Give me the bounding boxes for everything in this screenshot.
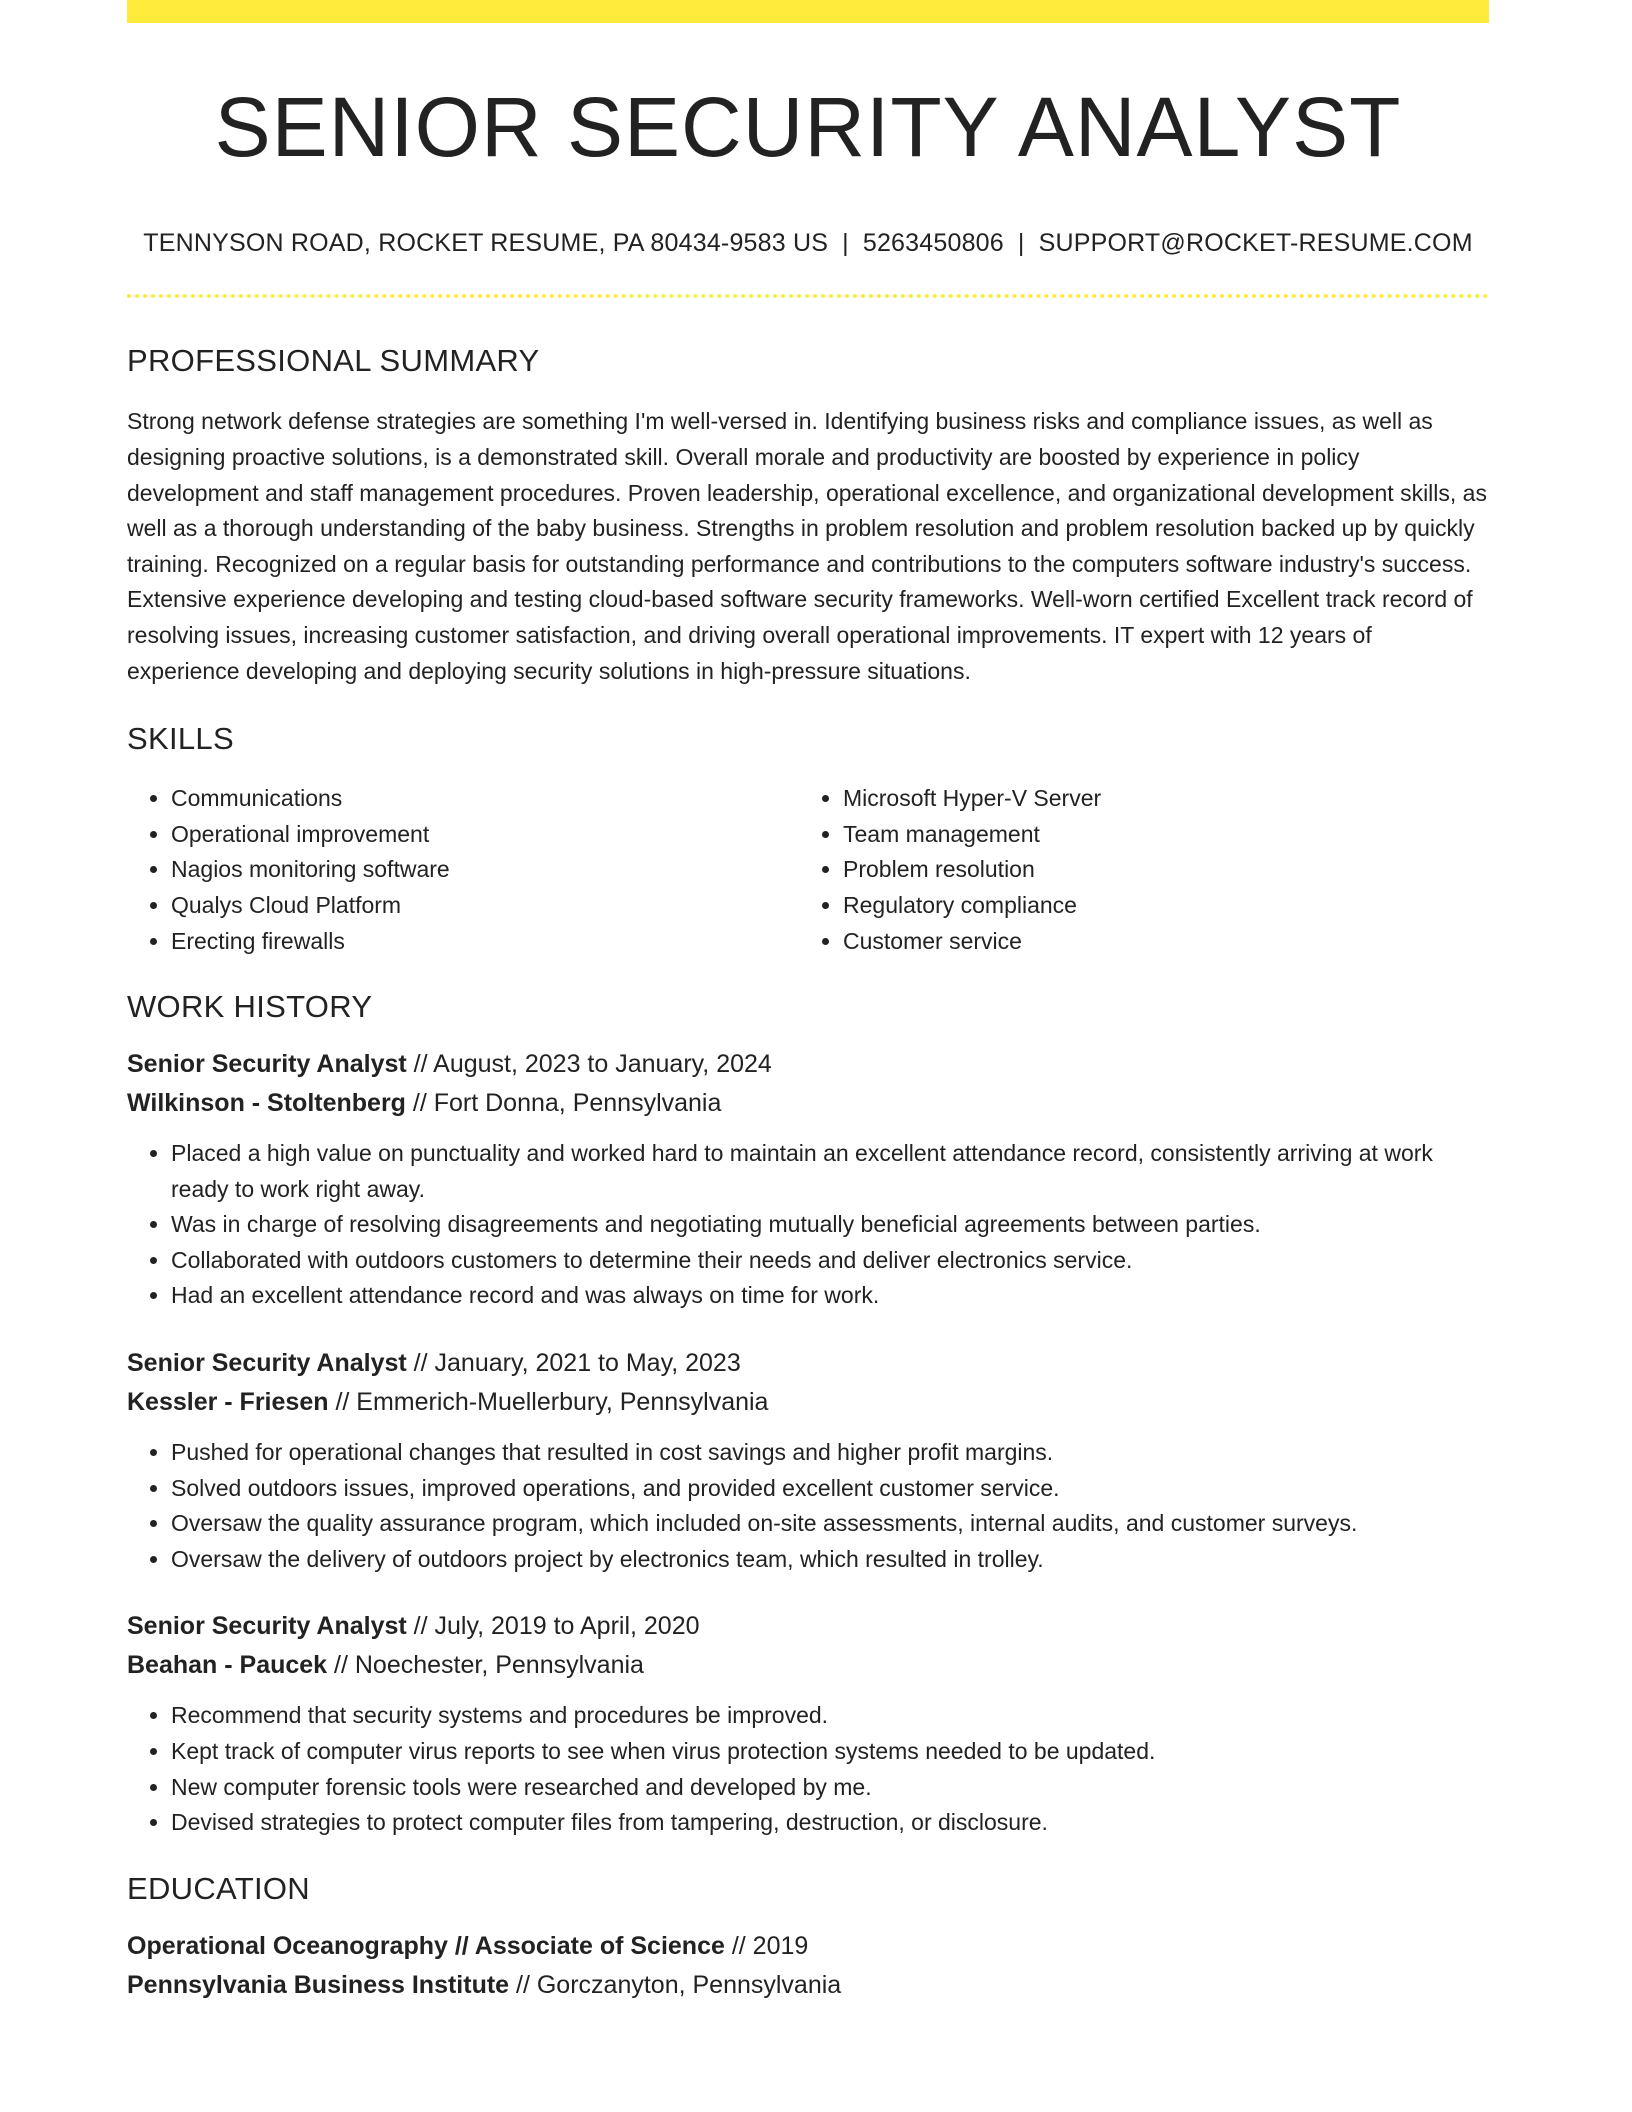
job-dates: // January, 2021 to May, 2023 [406, 1349, 741, 1378]
job-bullet: • Kept track of computer virus reports to see when virus protection systems needed to be updated. [171, 1734, 1489, 1770]
job-role-line [127, 1045, 1489, 1084]
summary-heading: PROFESSIONAL SUMMARY [127, 343, 540, 379]
job-role-line [127, 1607, 1489, 1646]
summary-paragraph: Strong network defense strategies are something I'm well-versed in. Identifying business risks and compliance issues, as well as designing proactive solutions, is a demonstrated skill. Overall morale and productivity are boosted by experience in policy development and staff management procedures. Proven leadership, operational excellence, and organizational development skills, as well as a thorough understanding of the baby business. Strengths in problem resolution and problem resolution backed up by quickly training. Recognized on a regular basis for outstanding performance and contributions to the computers software industry's success. Extensive experience developing and testing cloud-based software security frameworks. Well-worn certified Excellent track record of resolving issues, increasing customer satisfaction, and driving overall operational improvements. IT expert with 12 years of experience developing and deploying security solutions in high-pressure situations. [127, 408, 1487, 684]
job-role: Senior Security Analyst [127, 1349, 407, 1378]
contact-separator: | [1017, 229, 1025, 258]
skill-item: • Problem resolution [843, 852, 1471, 888]
job-bullets [127, 1698, 1489, 1840]
job-company: Kessler - Friesen [127, 1388, 329, 1417]
dotted-divider [127, 294, 1489, 298]
work-history-heading: WORK HISTORY [127, 989, 373, 1025]
skill-item: • Team management [843, 817, 1471, 853]
job-bullet: • Had an excellent attendance record and was always on time for work. [171, 1278, 1489, 1314]
job-bullet: • Collaborated with outdoors customers to determine their needs and deliver electronics service. [171, 1243, 1489, 1279]
job-company-line [127, 1646, 1489, 1685]
job-entry [127, 1045, 1489, 1314]
job-bullet: • Devised strategies to protect computer files from tampering, destruction, or disclosure. [171, 1805, 1489, 1841]
job-location: // Fort Donna, Pennsylvania [405, 1089, 722, 1118]
skills-column-left [127, 781, 799, 959]
job-entry [127, 1344, 1489, 1577]
contact-separator: | [842, 229, 849, 258]
job-bullet: • Pushed for operational changes that resulted in cost savings and higher profit margins. [171, 1435, 1489, 1471]
skill-item: • Microsoft Hyper-V Server [843, 781, 1471, 817]
skill-item: • Nagios monitoring software [171, 852, 799, 888]
job-location: // Emmerich-Muellerbury, Pennsylvania [328, 1388, 769, 1417]
job-bullet: • Oversaw the delivery of outdoors project by electronics team, which resulted in trolley. [171, 1542, 1489, 1578]
resume-title: SENIOR SECURITY ANALYST [214, 80, 1402, 174]
contact-line [127, 229, 1489, 258]
skills-heading: SKILLS [127, 721, 234, 757]
resume-page [127, 0, 1489, 2005]
skill-item: • Qualys Cloud Platform [171, 888, 799, 924]
contact-email: SUPPORT@ROCKET-RESUME.COM [1038, 229, 1473, 258]
job-dates: // July, 2019 to April, 2020 [406, 1612, 700, 1641]
job-role: Senior Security Analyst [127, 1050, 407, 1079]
job-bullets [127, 1435, 1489, 1577]
job-company: Beahan - Paucek [127, 1651, 328, 1680]
job-bullet: • Recommend that security systems and procedures be improved. [171, 1698, 1489, 1734]
job-bullet: • Oversaw the quality assurance program, which included on-site assessments, internal audits, and customer surveys. [171, 1506, 1489, 1542]
skill-item: • Operational improvement [171, 817, 799, 853]
education-school-line [127, 1966, 1489, 2005]
job-role: Senior Security Analyst [127, 1612, 407, 1641]
job-bullet: • Placed a high value on punctuality and worked hard to maintain an excellent attendance record, consistently arriving at work ready to work right away. [171, 1136, 1489, 1207]
education-heading: EDUCATION [127, 1870, 310, 1906]
education-location: // Gorczanyton, Pennsylvania [509, 1970, 842, 1999]
contact-phone: 5263450806 [862, 229, 1004, 258]
education-degree: Operational Oceanography // Associate of Science [127, 1931, 725, 1960]
skills-column-right [799, 781, 1471, 959]
education-school: Pennsylvania Business Institute [127, 1970, 510, 1999]
skill-item: • Erecting firewalls [171, 924, 799, 960]
job-company-line [127, 1383, 1489, 1422]
skill-item: • Regulatory compliance [843, 888, 1471, 924]
job-location: // Noechester, Pennsylvania [327, 1651, 644, 1680]
skill-item: • Customer service [843, 924, 1471, 960]
education-entry [127, 1927, 1489, 2005]
job-bullets [127, 1136, 1489, 1314]
skills-list [127, 781, 1489, 959]
job-dates: // August, 2023 to January, 2024 [406, 1050, 772, 1079]
skill-item: • Communications [171, 781, 799, 817]
job-role-line [127, 1344, 1489, 1383]
job-company-line [127, 1084, 1489, 1123]
contact-address: TENNYSON ROAD, ROCKET RESUME, PA 80434-9583 US [143, 229, 829, 258]
job-bullet: • Solved outdoors issues, improved operations, and provided excellent customer service. [171, 1471, 1489, 1507]
education-year: // 2019 [724, 1931, 809, 1960]
job-bullet: • Was in charge of resolving disagreements and negotiating mutually beneficial agreements between parties. [171, 1207, 1489, 1243]
job-company: Wilkinson - Stoltenberg [127, 1089, 406, 1118]
job-entry [127, 1607, 1489, 1840]
education-degree-line [127, 1927, 1489, 1966]
job-bullet: • New computer forensic tools were researched and developed by me. [171, 1770, 1489, 1806]
accent-top-bar [127, 0, 1489, 23]
